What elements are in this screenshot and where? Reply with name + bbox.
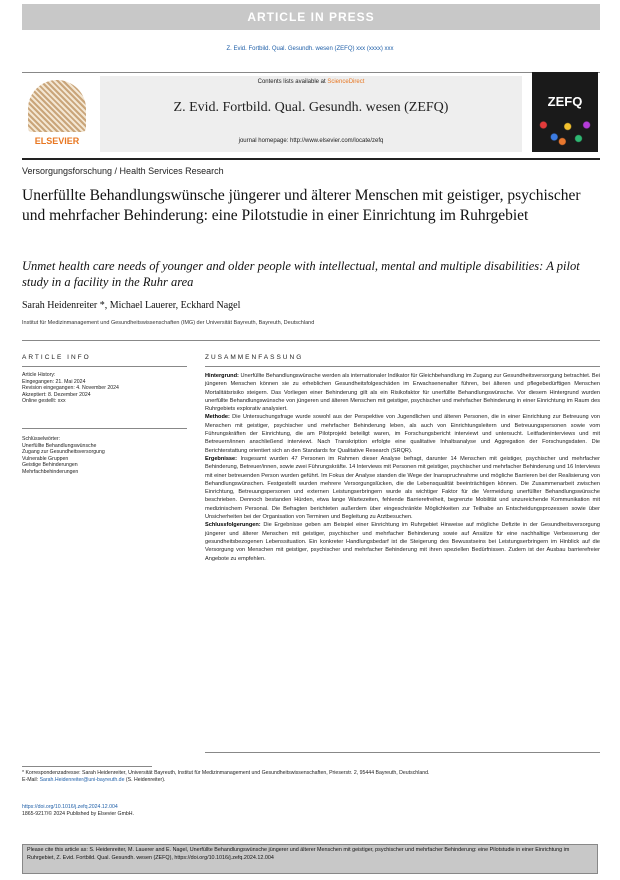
issn-copyright: 1865-9217/© 2024 Published by Elsevier GmbH. [22,811,134,817]
history-revised: Revision eingegangen: 4. November 2024 [22,385,119,392]
abstract-ergebnisse [205,455,600,521]
sciencedirect-link[interactable]: ScienceDirect [327,79,365,85]
please-cite-box: Please cite this article as: S. Heidenreiter, M. Lauerer and E. Nagel, Unerfüllte Behandlungswünsche jüngerer und älterer Menschen mit geistiger, psychischer und mehrfacher Behinderung: eine Pilotstudie in einer Einrichtung im Ruhrgebiet, Z. Evid. Fortbild. Qual. Gesundh. wesen (ZEFQ), https://doi.org/10.1016/j.zefq.2024.12.004 [22,844,598,874]
corresponding-author-note: * Korrespondenzadresse: Sarah Heidenreiter, Universität Bayreuth, Institut für Medizinmanagement und Gesundheitswissenschaften, Prieserstr. 2, 95444 Bayreuth, Deutschland. [22,770,430,776]
divider [205,366,600,367]
journal-cover[interactable] [532,72,598,152]
article-history [22,372,187,405]
email-note [22,777,600,784]
cover-title: ZEFQ [547,94,583,109]
journal-masthead [100,76,522,152]
article-info-heading: ARTICLE INFO [22,354,91,361]
section-label: Versorgungsforschung / Health Services Research [22,166,224,176]
keyword-item: Zugang zur Gesundheitsversorgung [22,449,105,456]
footnote-divider [22,766,152,767]
email-link[interactable]: Sarah.Heidenreiter@uni-bayreuth.de [39,777,125,783]
divider [22,366,187,367]
abstract-hintergrund [205,372,600,413]
email-prefix: E-Mail: [22,777,39,783]
elsevier-wordmark: ELSEVIER [34,136,80,146]
abstract [205,372,600,563]
history-label: Article History: [22,372,56,378]
abstract-hintergrund-label: Hintergrund: [205,373,239,379]
keyword-item: Vulnerable Gruppen [22,455,69,462]
abstract-schluss-text: Die Ergebnisse geben am Beispiel einer Einrichtung im Ruhrgebiet Hinweise auf mögliche Defizite in der Gesundheitsversorgung jüngerer und älterer Menschen mit geistiger, psychischer und mehrfacher Behinderung sowie auf Ansätze für eine nachhaltige Verbesserung der gesundheitsbezogenen Lebenssituation. Ein konkreter Handlungsbedarf ist die Steigerung des Bewusstseins bei Leistungserbringern im Hinblick auf die Versorgung von Menschen mit geistiger, psychischer und mehrfacher Behinderung mit ihren speziellen Bedürfnissen. Zudem ist der Ausbau barrierefreier Angebote zu empfehlen. [205,522,601,562]
keywords [22,436,187,476]
article-title-english: Unmet health care needs of younger and older people with intellectual, mental and multiple disabilities: A pilot study in a facility in the Ruhr area [22,259,580,289]
abstract-hintergrund-text: Unerfüllte Behandlungswünsche werden als internationaler Indikator für Gleichbehandlung im Zugang zur Gesundheitsversorgung betrachtet. Bei jüngeren Menschen können sie zu erheblichen Gesundheitsfolgeschäden im Erwachsenenalter führen, bei älteren und pflegebedürftigen Menschen Mortalitätsrisiko steigern. Das Vorliegen einer Behinderung gilt als ein Risikofaktor für unerfüllte Behandlungswünsche. Vor diesem Hintergrund wurden unerfüllte Behandlungswünsche von jüngeren und älteren Menschen mit geistiger, psychischer und mehrfacher Behinderung in einer Einrichtung im Raum des Ruhrgebiets explorativ analysiert. [205,373,600,413]
history-accepted: Akzeptiert: 8. Dezember 2024 [22,391,91,398]
cover-dots-graphic [538,116,592,146]
footnotes [22,770,600,784]
contents-line [100,79,522,85]
elsevier-tree-icon [28,80,86,132]
abstract-methode-label: Methode: [205,414,230,421]
abstract-ergebnisse-text: Insgesamt wurden 47 Personen im Rahmen dieser Analyse befragt, darunter 14 Menschen mit geistiger, psychischer und mehrfacher Behinderung, Betreuer/innen, sowie zwei Führungskräfte. 14 Interviews mit Personen mit geistiger, psychischer und mehrfacher Behinderung und 16 Interviews mit einer betreuenden Person wurden geführt. Im Fokus der Analyse standen die Wege der Inanspruchnahme und mögliche Barrieren bei der Realisierung von Behandlungswünschen. Festgestellt wurden mehrere Versorgungslücken, die die Lebensqualität beeinträchtigen können. Die Zusammenarbeit zwischen Einrichtung, Betreuungspersonen und externen Leistungserbringern wurde als wichtiger Faktor für die Vermeidung unerfüllter Behandlungswünsche beschrieben. Dennoch bestanden Hürden, etwa lange Wartezeiten, fehlende Barrierefreiheit, begrenzte Mobilität und unzureichende Kommunikation mit medizinischem Personal. Die Befragten berichteten außerdem über eingeschränkte Möglichkeiten zur Teilhabe an Entscheidungsprozessen sowie über Unsicherheiten bei der Organisation von Terminen und Begleitung zu Arztbesuchen. [205,455,600,521]
divider [22,428,187,429]
contents-prefix: Contents lists available at [257,79,326,85]
abstract-schlussfolgerungen [205,521,600,562]
doi-link[interactable]: https://doi.org/10.1016/j.zefq.2024.12.004 [22,804,118,810]
journal-homepage-link[interactable]: journal homepage: http://www.elsevier.com/locate/zefq [238,138,384,144]
zusammenfassung-heading: ZUSAMMENFASSUNG [205,354,304,361]
keyword-item: Geistige Behinderungen [22,462,78,469]
abstract-methode-text: Die Untersuchungsfrage wurde sowohl aus der Perspektive von Jugendlichen und älteren Personen, die in einer Einrichtung zur Betreuung von Menschen mit geistiger, psychischer und mehrfacher Behinderung leben, als auch von Einrichtungsleitern und Betreuungspersonen sowie vom Führungskräften der Einrichtung, die am Pilotprojekt beteiligt waren, im Forschungsbericht interviewt und untersucht. Leitfadeninterviews und mit Betreuern/innen anschließend interviewt. Nach Transkription erfolgte eine qualitative Inhaltsanalyse und Aggregation der Forschungsdaten. Die Berichterstattung orientiert sich an den Standards for Qualitative Research (SRQR). [205,414,600,454]
history-online: Online gestellt: xxx [22,398,66,405]
journal-citation-link[interactable]: Z. Evid. Fortbild. Qual. Gesundh. wesen (ZEFQ) xxx (xxxx) xxx [226,46,394,52]
keywords-label: Schlüsselwörter: [22,436,61,442]
history-received: Eingegangen: 21. Mai 2024 [22,378,86,385]
abstract-methode [205,413,600,454]
doi-block [22,804,422,818]
divider [22,340,600,341]
abstract-ergebnisse-label: Ergebnisse: [205,455,238,462]
divider [22,158,600,160]
affiliation: Institut für Medizinmanagement und Gesundheitswissenschaften (IMG) der Universität Bayreuth, Bayreuth, Deutschland [22,320,315,326]
elsevier-logo[interactable] [22,76,92,152]
keyword-item: Unerfüllte Behandlungswünsche [22,442,97,449]
author-list[interactable]: Sarah Heidenreiter *, Michael Lauerer, Eckhard Nagel [22,300,241,311]
abstract-schluss-label: Schlussfolgerungen: [205,522,261,529]
article-title-german: Unerfüllte Behandlungswünsche jüngerer und älterer Menschen mit geistiger, psychischer und mehrfacher Behinderung: eine Pilotstudie in einer Einrichtung im Ruhrgebiet [22,187,581,224]
divider [22,72,600,73]
email-suffix: (S. Heidenreiter). [125,777,166,783]
keyword-item: Mehrfachbehinderungen [22,468,79,475]
journal-title: Z. Evid. Fortbild. Qual. Gesundh. wesen (ZEFQ) [173,100,449,115]
divider [205,752,600,753]
article-in-press-banner: ARTICLE IN PRESS [22,4,600,30]
